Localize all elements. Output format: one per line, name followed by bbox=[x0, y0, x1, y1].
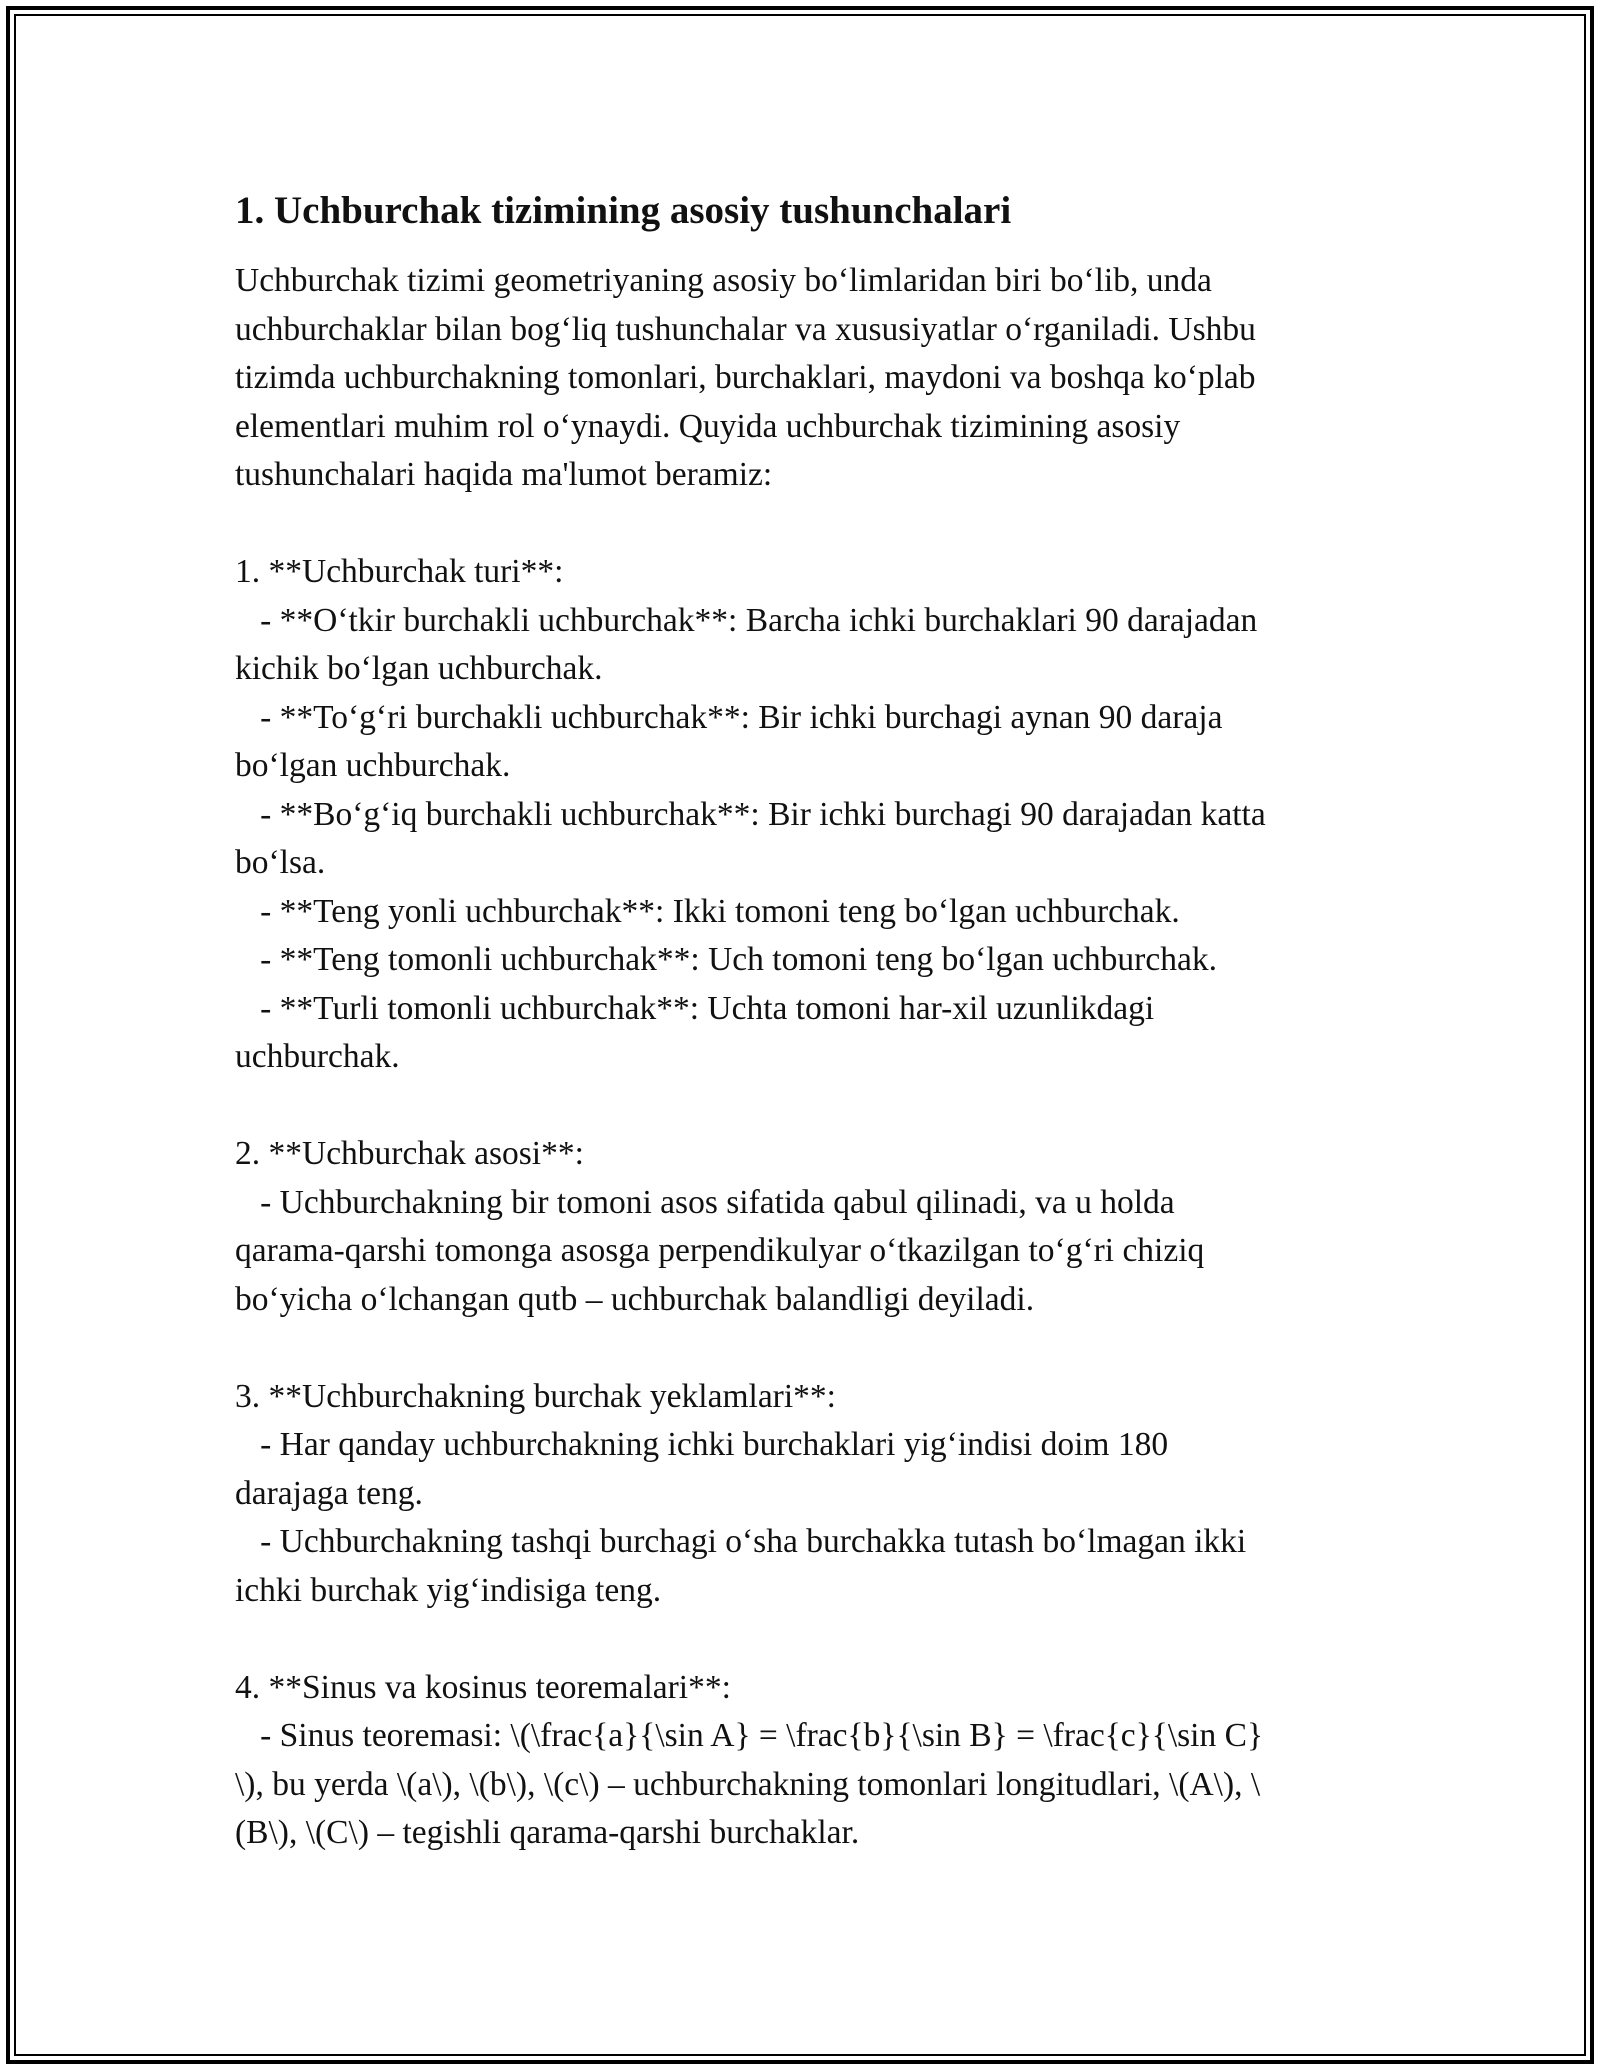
text-line: (B\), \(C\) – tegishli qarama-qarshi burchaklar. bbox=[235, 1814, 860, 1851]
text-line: - **Teng tomonli uchburchak**: Uch tomoni teng bo‘lgan uchburchak. bbox=[235, 941, 1217, 978]
text-line: tizimda uchburchakning tomonlari, burchaklari, maydoni va boshqa ko‘plab bbox=[235, 359, 1256, 396]
text-line: kichik bo‘lgan uchburchak. bbox=[235, 650, 603, 687]
text-line: - **Teng yonli uchburchak**: Ikki tomoni teng bo‘lgan uchburchak. bbox=[235, 892, 1180, 930]
text-line: darajaga teng. bbox=[235, 1474, 423, 1512]
text-line: bo‘yicha o‘lchangan qutb – uchburchak balandligi deyiladi. bbox=[235, 1280, 1035, 1318]
text-line: Uchburchak tizimi geometriyaning asosiy bo‘limlaridan biri bo‘lib, unda bbox=[235, 262, 1212, 299]
text-line: \), bu yerda \(a\), \(b\), \(c\) – uchburchakning tomonlari longitudlari, \(A\), \ bbox=[235, 1765, 1261, 1803]
text-line: - Uchburchakning tashqi burchagi o‘sha burchakka tutash bo‘lmagan ikki bbox=[235, 1523, 1247, 1560]
section-heading: 1. Uchburchak tizimining asosiy tushunchalari bbox=[235, 189, 1012, 232]
text-line: 1. **Uchburchak turi**: bbox=[235, 553, 564, 590]
text-line: - **Turli tomonli uchburchak**: Uchta tomoni har-xil uzunlikdagi bbox=[235, 989, 1155, 1027]
blank-line bbox=[235, 500, 1375, 549]
text-line: - Uchburchakning bir tomoni asos sifatida qabul qilinadi, va u holda bbox=[235, 1183, 1175, 1221]
text-line: - **To‘g‘ri burchakli uchburchak**: Bir ichki burchagi aynan 90 daraja bbox=[235, 698, 1223, 736]
text-line: tushunchalari haqida ma'lumot beramiz: bbox=[235, 456, 773, 493]
text-line: elementlari muhim rol o‘ynaydi. Quyida uchburchak tizimining asosiy bbox=[235, 407, 1181, 445]
text-line: uchburchaklar bilan bog‘liq tushunchalar va xususiyatlar o‘rganiladi. Ushbu bbox=[235, 310, 1256, 348]
document-body bbox=[235, 185, 1375, 1858]
blank-line bbox=[235, 1324, 1375, 1373]
text-line: - Har qanday uchburchakning ichki burchaklari yig‘indisi doim 180 bbox=[235, 1426, 1169, 1463]
text-line: - **Bo‘g‘iq burchakli uchburchak**: Bir ichki burchagi 90 darajadan katta bbox=[235, 795, 1266, 833]
text-line: qarama-qarshi tomonga asosga perpendikulyar o‘tkazilgan to‘g‘ri chiziq bbox=[235, 1232, 1205, 1269]
text-line: - **O‘tkir burchakli uchburchak**: Barcha ichki burchaklari 90 darajadan bbox=[235, 601, 1258, 639]
text-line: ichki burchak yig‘indisiga teng. bbox=[235, 1571, 662, 1609]
text-line: 2. **Uchburchak asosi**: bbox=[235, 1135, 584, 1172]
text-lines bbox=[235, 257, 1375, 1858]
text-line: bo‘lgan uchburchak. bbox=[235, 747, 511, 784]
text-line: 3. **Uchburchakning burchak yeklamlari**: bbox=[235, 1377, 836, 1415]
text-line: 4. **Sinus va kosinus teoremalari**: bbox=[235, 1668, 731, 1706]
text-line: uchburchak. bbox=[235, 1038, 400, 1075]
text-line: - Sinus teoremasi: \(\frac{a}{\sin A} = \frac{b}{\sin B} = \frac{c}{\sin C} bbox=[235, 1717, 1264, 1754]
blank-line bbox=[235, 1082, 1375, 1131]
text-line: bo‘lsa. bbox=[235, 844, 326, 881]
blank-line bbox=[235, 1615, 1375, 1664]
